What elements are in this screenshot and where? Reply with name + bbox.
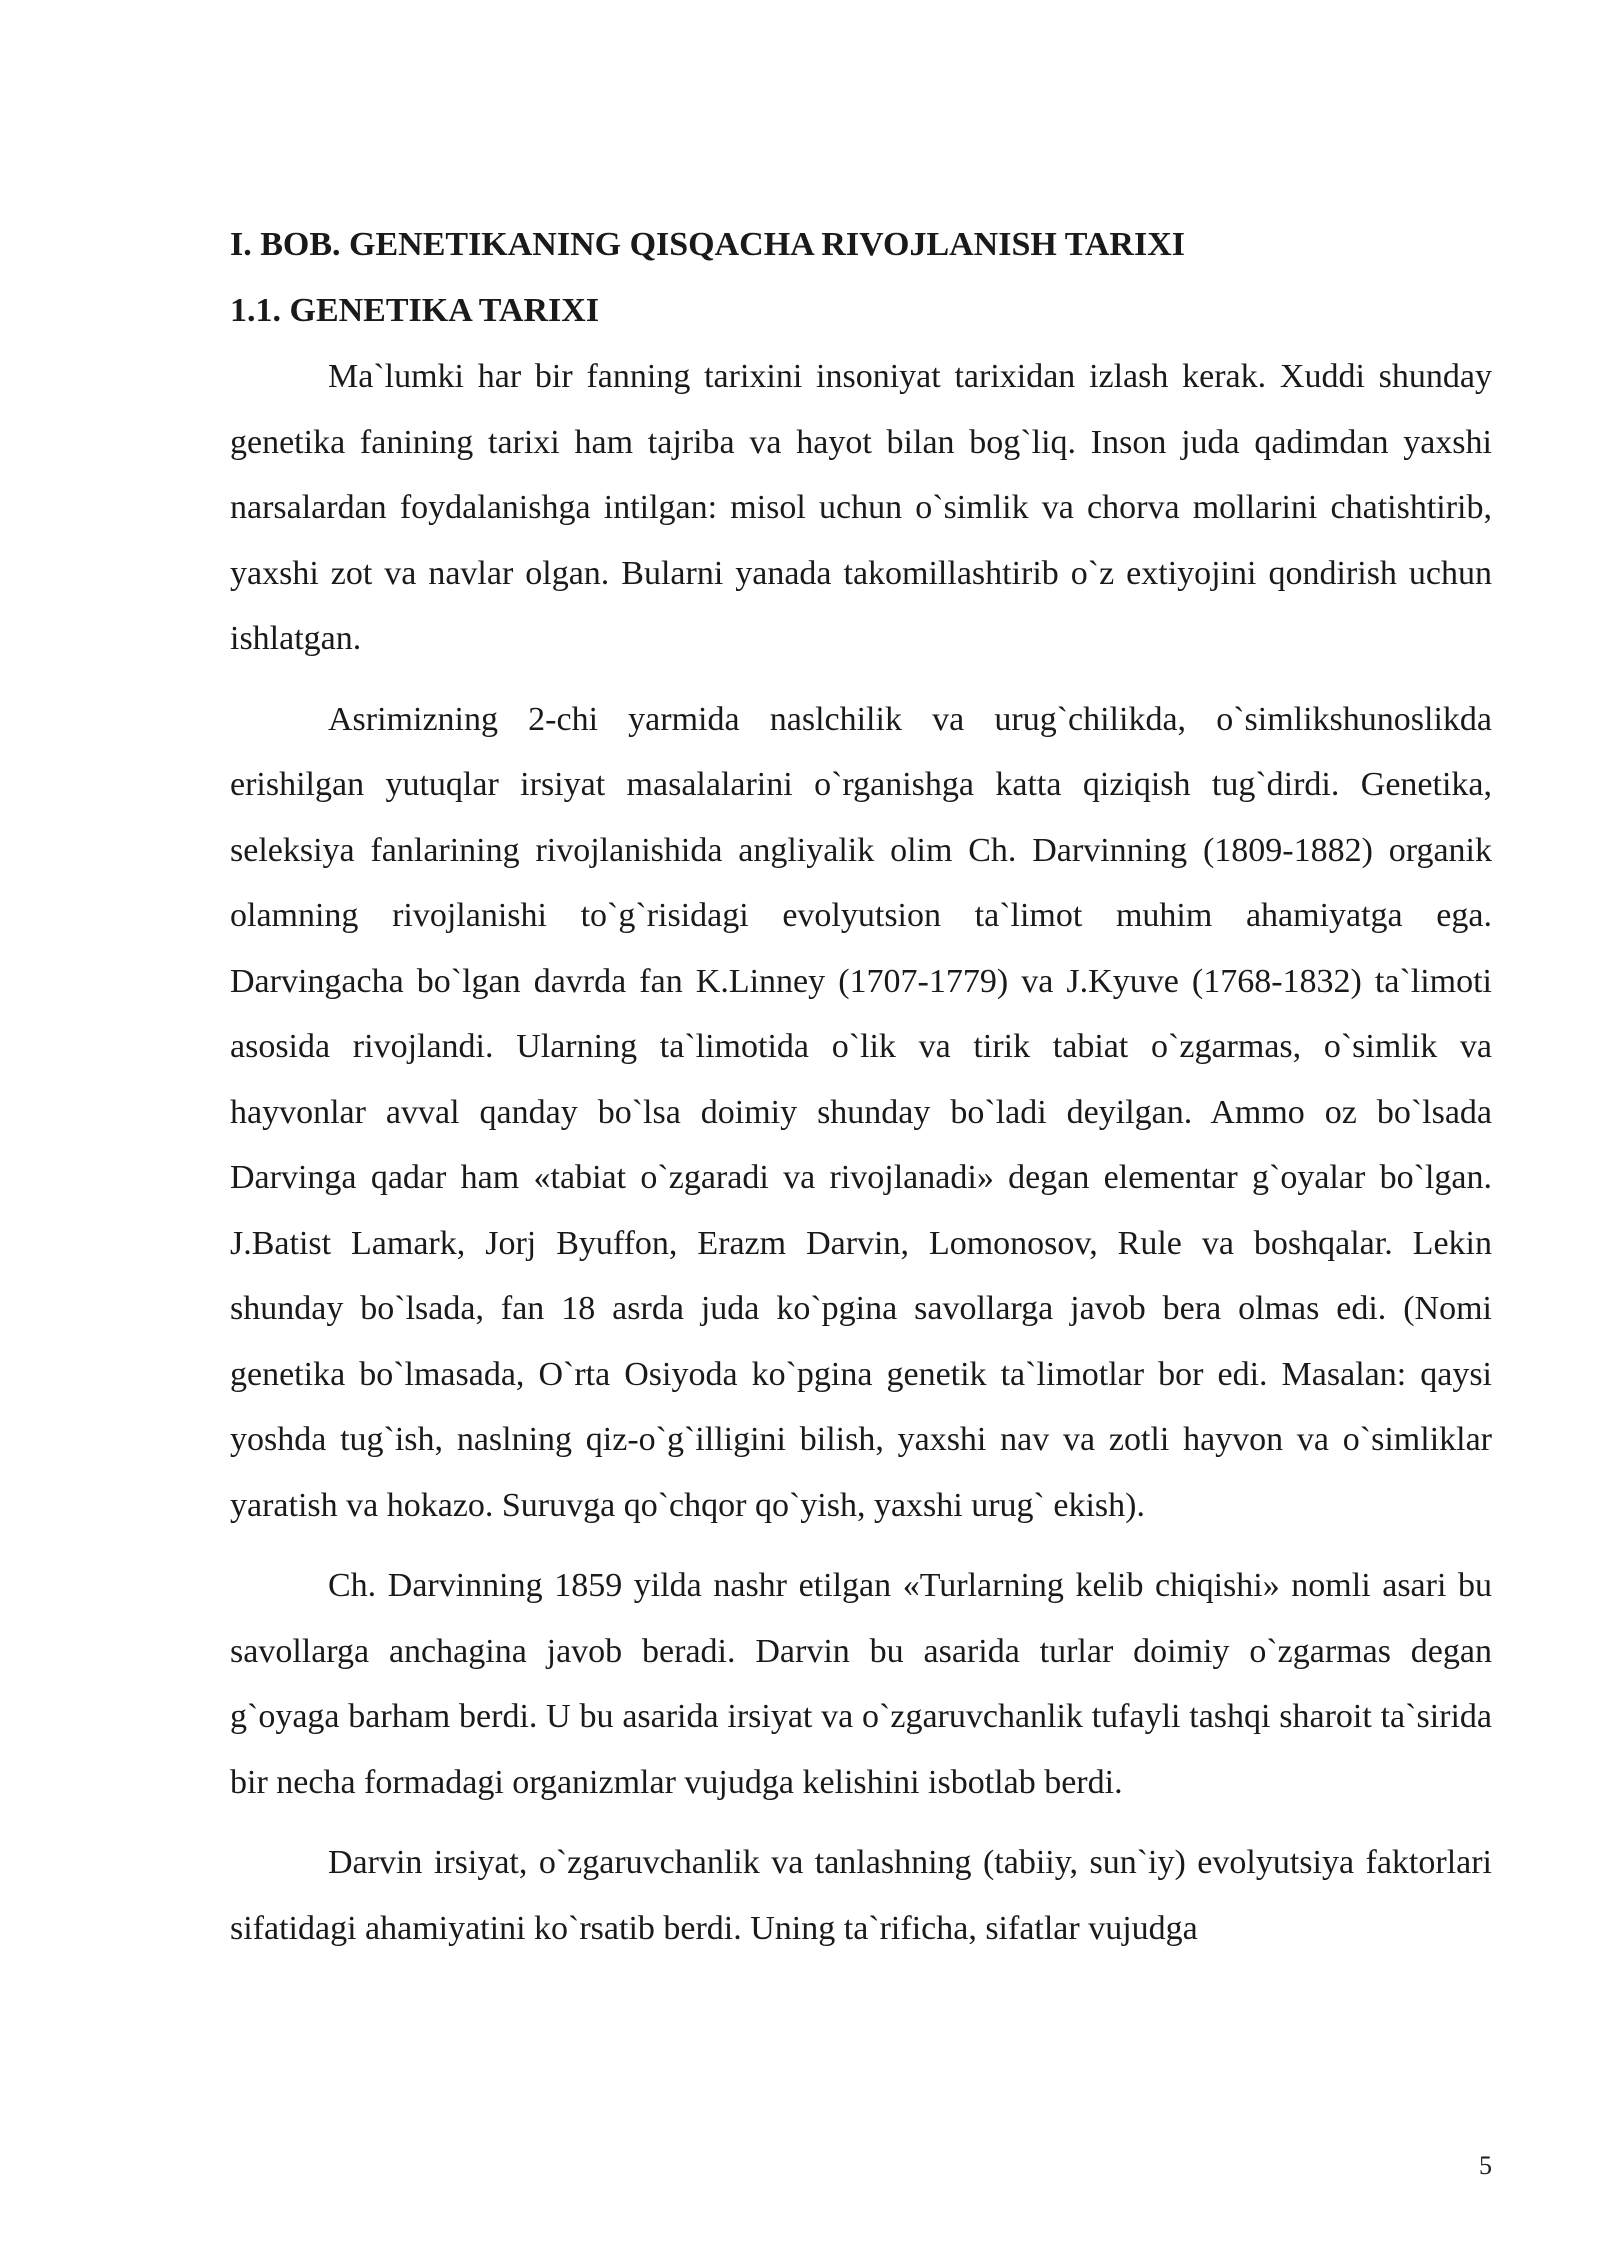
page-number: 5 bbox=[1479, 2151, 1492, 2180]
page-content bbox=[230, 212, 1492, 1976]
section-heading: 1.1. GENETIKA TARIXI bbox=[230, 292, 600, 329]
paragraph-1: Ma`lumki har bir fanning tarixini insoniyat tarixidan izlash kerak. Xuddi shunday genetika fanining tarixi ham tajriba va hayot bilan bog`liq. Inson juda qadimdan yaxshi narsalardan foydalanishga intilgan: misol uchun o`simlik va chorva mollarini chatishtirib, yaxshi zot va navlar olgan. Bularni yanada takomillashtirib o`z extiyojini qondirish uchun ishlatgan. bbox=[230, 358, 1492, 657]
chapter-heading: I. BOB. GENETIKANING QISQACHA RIVOJLANISH TARIXI bbox=[230, 226, 1185, 263]
paragraph-3: Ch. Darvinning 1859 yilda nashr etilgan «Turlarning kelib chiqishi» nomli asari bu savollarga anchagina javob beradi. Darvin bu asarida turlar doimiy o`zgarmas degan g`oyaga barham berdi. U bu asarida irsiyat va o`zgaruvchanlik tufayli tashqi sharoit ta`sirida bir necha formadagi organizmlar vujudga kelishini isbotlab berdi. bbox=[230, 1567, 1492, 1801]
paragraph-4: Darvin irsiyat, o`zgaruvchanlik va tanlashning (tabiiy, sun`iy) evolyutsiya faktorlari sifatidagi ahamiyatini ko`rsatib berdi. Uning ta`rificha, sifatlar vujudga bbox=[230, 1844, 1492, 1947]
paragraph-2: Asrimizning 2-chi yarmida naslchilik va urug`chilikda, o`simlikshunoslikda erishilgan yutuqlar irsiyat masalalarini o`rganishga katta qiziqish tug`dirdi. Genetika, seleksiya fanlarining rivojlanishida angliyalik olim Ch. Darvinning (1809-1882) organik olamning rivojlanishi to`g`risidagi evolyutsion ta`limot muhim ahamiyatga ega. Darvingacha bo`lgan davrda fan K.Linney (1707-1779) va J.Kyuve (1768-1832) ta`limoti asosida rivojlandi. Ularning ta`limotida o`lik va tirik tabiat o`zgarmas, o`simlik va hayvonlar avval qanday bo`lsa doimiy shunday bo`ladi deyilgan. Ammo oz bo`lsada Darvinga qadar ham «tabiat o`zgaradi va rivojlanadi» degan elementar g`oyalar bo`lgan. J.Batist Lamark, Jorj Byuffon, Erazm Darvin, Lomonosov, Rule va boshqalar. Lekin shunday bo`lsada, fan 18 asrda juda ko`pgina savollarga javob bera olmas edi. (Nomi genetika bo`lmasada, O`rta Osiyoda ko`pgina genetik ta`limotlar bor edi. Masalan: qaysi yoshda tug`ish, naslning qiz-o`g`illigini bilish, yaxshi nav va zotli hayvon va o`simliklar yaratish va hokazo. Suruvga qo`chqor qo`yish, yaxshi urug` ekish). bbox=[230, 700, 1492, 1524]
